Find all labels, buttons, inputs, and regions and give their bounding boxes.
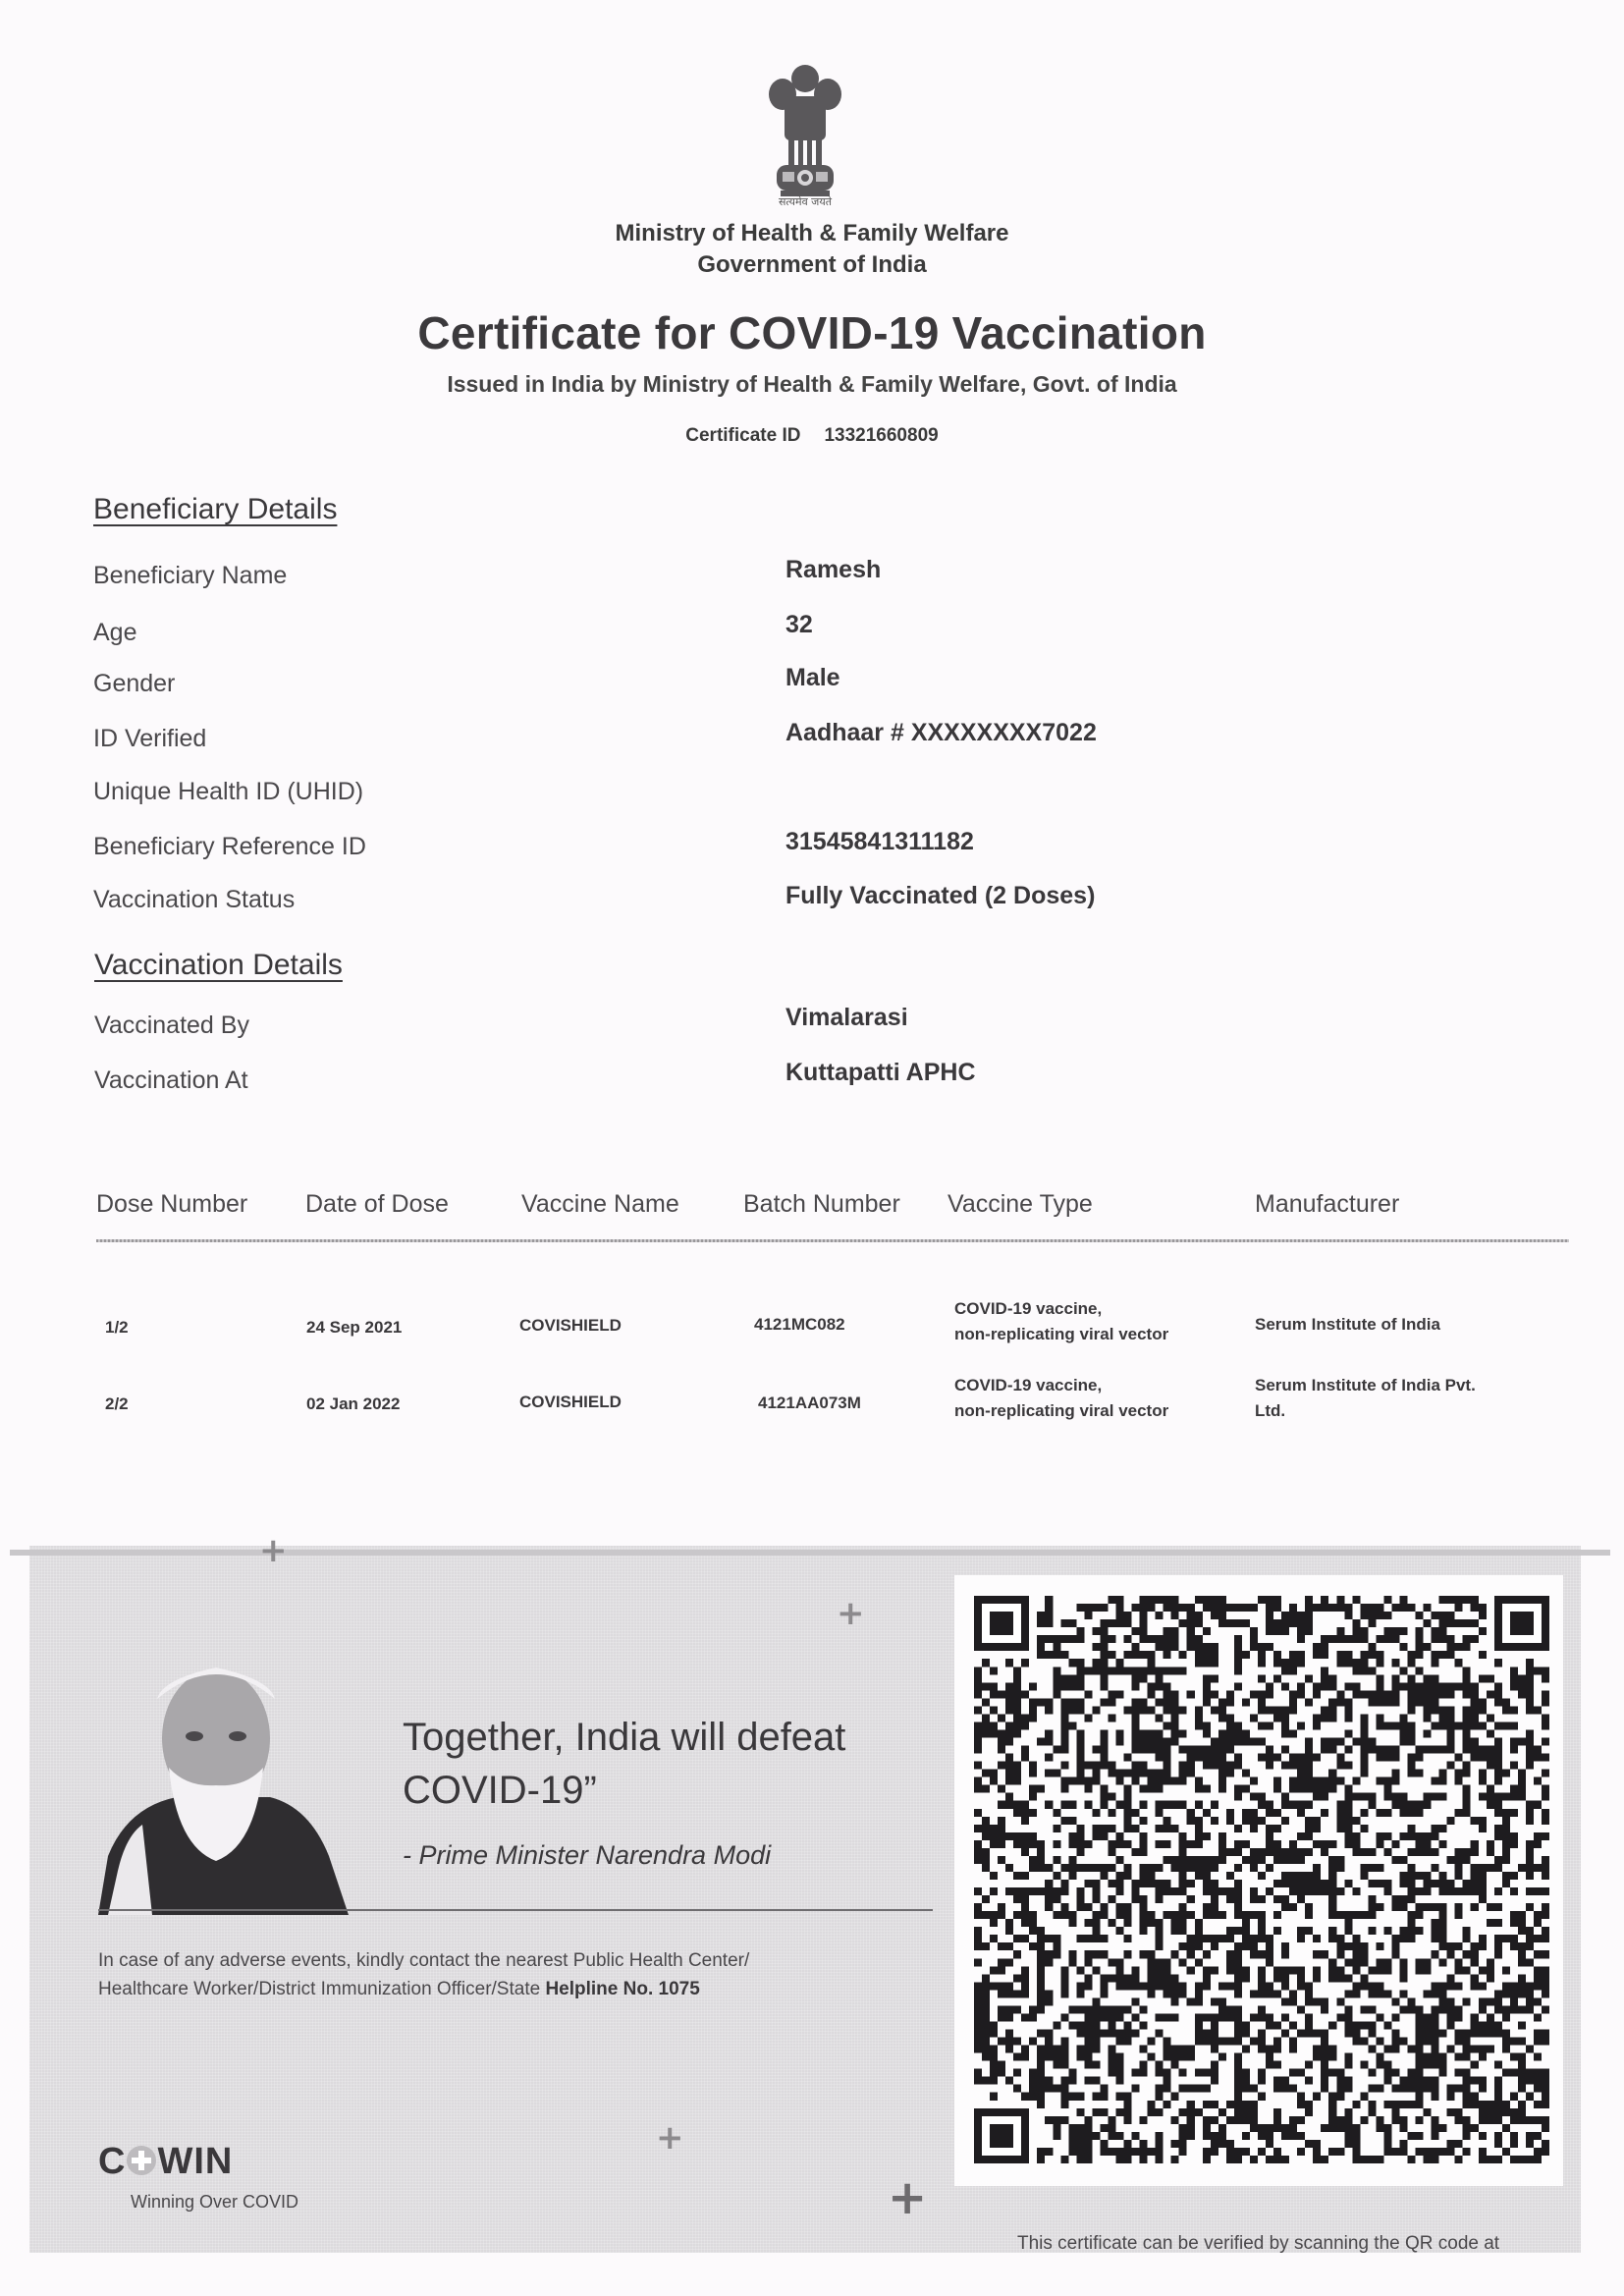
vaccine-name-cell: COVISHIELD	[519, 1316, 622, 1335]
gender-value: Male	[785, 664, 840, 691]
adverse-events-notice: In case of any adverse events, kindly contact the nearest Public Health Center/ Healthcare Worker/District Immunization Officer/State Helpline No. 1075	[98, 1950, 750, 1999]
banner-top-edge	[10, 1550, 1610, 1556]
page-subtitle: Issued in India by Ministry of Health & Family Welfare, Govt. of India	[447, 371, 1177, 397]
column-header-dose-number: Dose Number	[96, 1190, 248, 1218]
batch-number-cell: 4121MC082	[754, 1315, 845, 1334]
beneficiary-details-heading: Beneficiary Details	[93, 493, 338, 525]
beneficiary-reference-id-label: Beneficiary Reference ID	[93, 833, 366, 860]
emblem-motto: सत्यमेव जयते	[778, 195, 832, 208]
vaccine-name-cell: COVISHIELD	[519, 1393, 622, 1411]
vaccination-status-label: Vaccination Status	[93, 886, 296, 913]
vaccination-at-label: Vaccination At	[94, 1066, 248, 1094]
batch-number-cell: 4121AA073M	[758, 1394, 861, 1412]
gender-label: Gender	[93, 670, 176, 697]
medical-cross-icon	[127, 2146, 156, 2175]
age-value: 32	[785, 611, 813, 638]
helpline-number: Helpline No. 1075	[545, 1979, 700, 1999]
column-header-vaccine-name: Vaccine Name	[521, 1190, 679, 1218]
id-verified-value: Aadhaar # XXXXXXXX7022	[785, 719, 1097, 746]
uhid-label: Unique Health ID (UHID)	[93, 778, 364, 805]
qr-verification-note: This certificate can be verified by scanning the QR code at	[1017, 2233, 1500, 2254]
column-header-date-of-dose: Date of Dose	[305, 1190, 449, 1218]
vaccine-type-cell: COVID-19 vaccine, non-replicating viral vector	[954, 1376, 1169, 1420]
quote-text: Together, India will defeat COVID-19”	[403, 1716, 846, 1812]
date-of-dose-cell: 24 Sep 2021	[306, 1318, 403, 1337]
vaccination-at-value: Kuttapatti APHC	[785, 1059, 976, 1086]
column-header-manufacturer: Manufacturer	[1255, 1190, 1400, 1218]
plus-decoration-icon: +	[259, 1531, 288, 1570]
vaccination-details-heading: Vaccination Details	[94, 949, 343, 981]
prime-minister-portrait	[98, 1660, 349, 1915]
qr-code-icon	[974, 1595, 1549, 2164]
cowin-tagline: Winning Over COVID	[131, 2192, 299, 2212]
cowin-logo: C WIN	[98, 2141, 234, 2182]
dose-number-cell: 2/2	[105, 1394, 129, 1413]
manufacturer-cell: Serum Institute of India Pvt. Ltd.	[1255, 1376, 1476, 1420]
vaccinated-by-value: Vimalarasi	[785, 1004, 908, 1031]
manufacturer-cell: Serum Institute of India	[1255, 1315, 1440, 1334]
table-header-divider	[96, 1239, 1569, 1242]
dose-number-cell: 1/2	[105, 1318, 129, 1337]
plus-decoration-icon: +	[837, 1594, 865, 1633]
beneficiary-name-value: Ramesh	[785, 556, 882, 583]
plus-decoration-icon: +	[888, 2170, 928, 2225]
vaccine-type-cell: COVID-19 vaccine, non-replicating viral vector	[954, 1299, 1169, 1343]
date-of-dose-cell: 02 Jan 2022	[306, 1394, 401, 1413]
government-name: Government of India	[697, 251, 927, 278]
column-header-batch-number: Batch Number	[743, 1190, 900, 1218]
vaccinated-by-label: Vaccinated By	[94, 1011, 249, 1039]
beneficiary-reference-id-value: 31545841311182	[785, 828, 974, 855]
certificate-id-value: 13321660809	[824, 425, 939, 446]
age-label: Age	[93, 619, 137, 646]
page-title: Certificate for COVID-19 Vaccination	[417, 307, 1207, 358]
id-verified-label: ID Verified	[93, 725, 207, 752]
plus-decoration-icon: +	[656, 2118, 684, 2158]
vaccination-status-value: Fully Vaccinated (2 Doses)	[785, 882, 1096, 909]
certificate-id-label: Certificate ID	[685, 425, 801, 446]
quote-attribution: - Prime Minister Narendra Modi	[403, 1840, 772, 1870]
column-header-vaccine-type: Vaccine Type	[947, 1190, 1093, 1218]
beneficiary-name-label: Beneficiary Name	[93, 562, 288, 589]
certificate-id	[0, 425, 1624, 447]
quote-divider	[98, 1909, 933, 1911]
ministry-name: Ministry of Health & Family Welfare	[615, 220, 1009, 246]
national-emblem-icon	[761, 57, 849, 204]
